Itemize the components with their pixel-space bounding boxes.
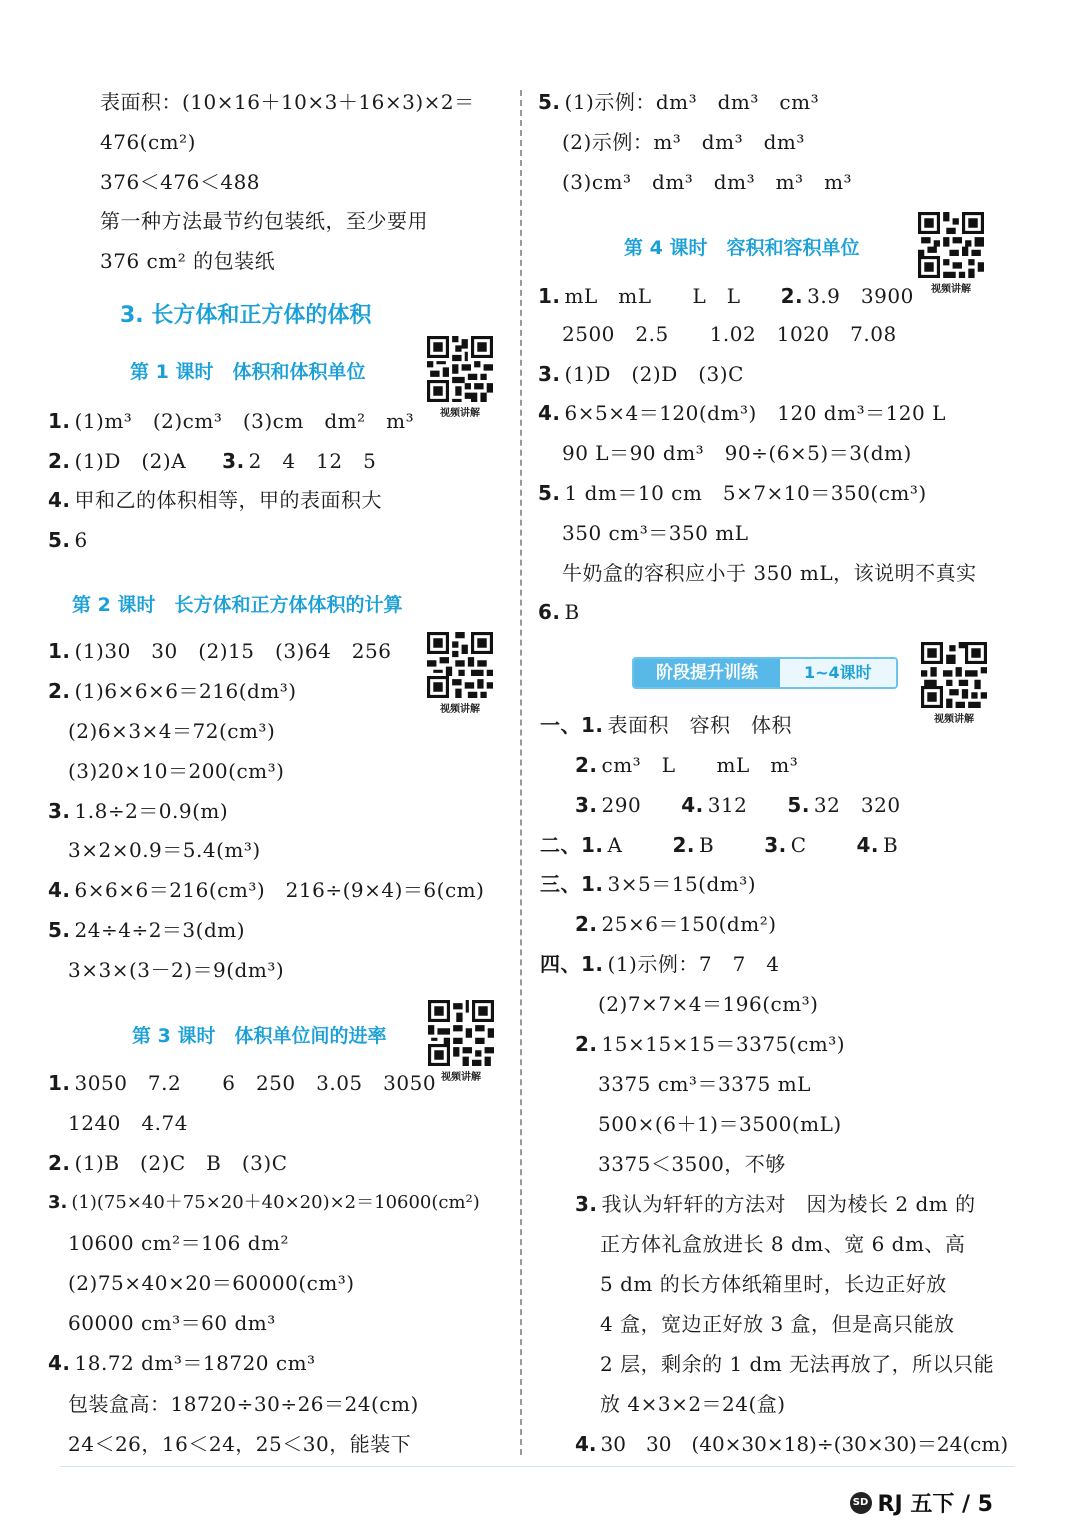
answer-line: 5. 1 dm＝10 cm 5×7×10＝350(cm³) <box>538 481 927 505</box>
answer-line: (2)7×7×4＝196(cm³) <box>598 992 819 1016</box>
qr-label: 视频讲解 <box>931 284 971 295</box>
answer-line: 1. 3050 7.2 6 250 3.05 3050 <box>48 1071 437 1095</box>
qr-code-icon <box>918 212 984 278</box>
answer-line: 4. 6×6×6＝216(cm³) 216÷(9×4)＝6(cm) <box>48 878 485 902</box>
answer-line: 二、1. A 2. B 3. C 4. B <box>540 833 899 857</box>
answer-line: 四、1. (1)示例：7 7 4 <box>540 952 780 976</box>
page-number: RJ 五下 / 5 <box>877 1492 993 1517</box>
qr-label: 视频讲解 <box>441 1072 481 1083</box>
answer-line: 2 层，剩余的 1 dm 无法再放了，所以只能 <box>600 1352 995 1376</box>
answer-line: (3)20×10＝200(cm³) <box>68 759 285 783</box>
page-footer <box>850 1487 993 1518</box>
answer-line: (2)6×3×4＝72(cm³) <box>68 719 276 743</box>
answer-line: 3375 cm³＝3375 mL <box>598 1072 811 1096</box>
answer-line: 2. 15×15×15＝3375(cm³) <box>575 1032 846 1056</box>
answer-line: 表面积：(10×16＋10×3＋16×3)×2＝ <box>100 90 475 114</box>
answer-line: 1. (1)m³ (2)cm³ (3)cm dm² m³ <box>48 409 415 433</box>
answer-line: 5. (1)示例：dm³ dm³ cm³ <box>538 90 820 114</box>
answer-line: 包装盒高：18720÷30÷26＝24(cm) <box>68 1392 419 1416</box>
qr-label: 视频讲解 <box>440 704 480 715</box>
qr-code-icon <box>427 336 493 402</box>
answer-line: 3. (1)D (2)D (3)C <box>538 362 744 386</box>
lesson-title: 第 1 课时 体积和体积单位 <box>130 361 366 383</box>
answer-line: 3×3×(3－2)＝9(dm³) <box>68 958 285 982</box>
answer-line: 476(cm²) <box>100 130 196 154</box>
answer-line: 2. (1)D (2)A 3. 2 4 12 5 <box>48 449 377 473</box>
stage-range: 1~4课时 <box>780 659 896 687</box>
answer-line: 4. 甲和乙的体积相等，甲的表面积大 <box>48 488 383 512</box>
answer-line: 一、1. 表面积 容积 体积 <box>540 713 793 737</box>
answer-line: 4. 30 30 (40×30×18)÷(30×30)＝24(cm) <box>575 1432 1009 1456</box>
answer-line: 500×(6＋1)＝3500(mL) <box>598 1112 842 1136</box>
answer-line: 24＜26，16＜24，25＜30，能装下 <box>68 1432 412 1456</box>
qr-label: 视频讲解 <box>934 714 974 725</box>
answer-line: 牛奶盒的容积应小于 350 mL，该说明不真实 <box>562 561 977 585</box>
qr-code-icon <box>921 642 987 708</box>
answer-line: 2500 2.5 1.02 1020 7.08 <box>562 322 897 346</box>
answer-line: (2)75×40×20＝60000(cm³) <box>68 1271 355 1295</box>
section-title: 3. 长方体和正方体的体积 <box>120 303 372 328</box>
answer-line: 正方体礼盒放进长 8 dm、宽 6 dm、高 <box>600 1232 966 1256</box>
answer-line: 6. B <box>538 600 580 624</box>
answer-line: 3×2×0.9＝5.4(m³) <box>68 838 261 862</box>
answer-line: 2. (1)6×6×6＝216(dm³) <box>48 679 297 703</box>
answer-line: 4 盒，宽边正好放 3 盒，但是高只能放 <box>600 1312 955 1336</box>
footer-rule <box>60 1466 1015 1467</box>
answer-line: 2. (1)B (2)C B (3)C <box>48 1151 288 1175</box>
answer-line: 3. 1.8÷2＝0.9(m) <box>48 799 229 823</box>
answer-line: (2)示例：m³ dm³ dm³ <box>562 130 805 154</box>
answer-line: 2. cm³ L mL m³ <box>575 753 799 777</box>
answer-line: 10600 cm²＝106 dm² <box>68 1231 289 1255</box>
qr-code[interactable] <box>914 212 988 295</box>
lesson-title: 第 3 课时 体积单位间的进率 <box>132 1025 387 1047</box>
answer-line: 5. 24÷4÷2＝3(dm) <box>48 918 246 942</box>
qr-code-icon <box>427 632 493 698</box>
answer-line: 4. 18.72 dm³＝18720 cm³ <box>48 1351 316 1375</box>
answer-line: 1. (1)30 30 (2)15 (3)64 256 <box>48 639 392 663</box>
qr-code[interactable] <box>917 642 991 725</box>
qr-label: 视频讲解 <box>440 408 480 419</box>
qr-code-icon <box>428 1000 494 1066</box>
answer-line: 三、1. 3×5＝15(dm³) <box>540 872 757 896</box>
answer-line: 376＜476＜488 <box>100 170 261 194</box>
answer-line: 3. (1)(75×40＋75×20＋40×20)×2＝10600(cm²) <box>48 1192 480 1213</box>
stage-label: 阶段提升训练 <box>634 659 780 687</box>
answer-line: (3)cm³ dm³ dm³ m³ m³ <box>562 170 853 194</box>
answer-line: 90 L＝90 dm³ 90÷(6×5)＝3(dm) <box>562 441 912 465</box>
publisher-logo-icon: SD <box>850 1492 872 1514</box>
answer-line: 放 4×3×2＝24(盒) <box>600 1392 786 1416</box>
lesson-title: 第 4 课时 容积和容积单位 <box>624 237 860 259</box>
qr-code[interactable] <box>423 336 497 419</box>
lesson-title: 第 2 课时 长方体和正方体体积的计算 <box>72 594 403 616</box>
answer-line: 3. 我认为轩轩的方法对 因为棱长 2 dm 的 <box>575 1192 976 1216</box>
column-divider <box>520 90 522 1455</box>
answer-line: 4. 6×5×4＝120(dm³) 120 dm³＝120 L <box>538 401 946 425</box>
answer-line: 3. 290 4. 312 5. 32 320 <box>575 793 901 817</box>
answer-line: 5. 6 <box>48 528 88 552</box>
answer-line: 350 cm³＝350 mL <box>562 521 749 545</box>
answer-line: 376 cm² 的包装纸 <box>100 249 276 273</box>
stage-training-banner <box>632 657 898 689</box>
answer-line: 1. mL mL L L 2. 3.9 3900 <box>538 284 914 308</box>
answer-line: 5 dm 的长方体纸箱里时，长边正好放 <box>600 1272 947 1296</box>
answer-line: 1240 4.74 <box>68 1111 188 1135</box>
qr-code[interactable] <box>423 632 497 715</box>
answer-line: 3375＜3500，不够 <box>598 1152 786 1176</box>
answer-line: 60000 cm³＝60 dm³ <box>68 1311 276 1335</box>
answer-line: 2. 25×6＝150(dm²) <box>575 912 777 936</box>
answer-line: 第一种方法最节约包装纸，至少要用 <box>100 209 428 233</box>
